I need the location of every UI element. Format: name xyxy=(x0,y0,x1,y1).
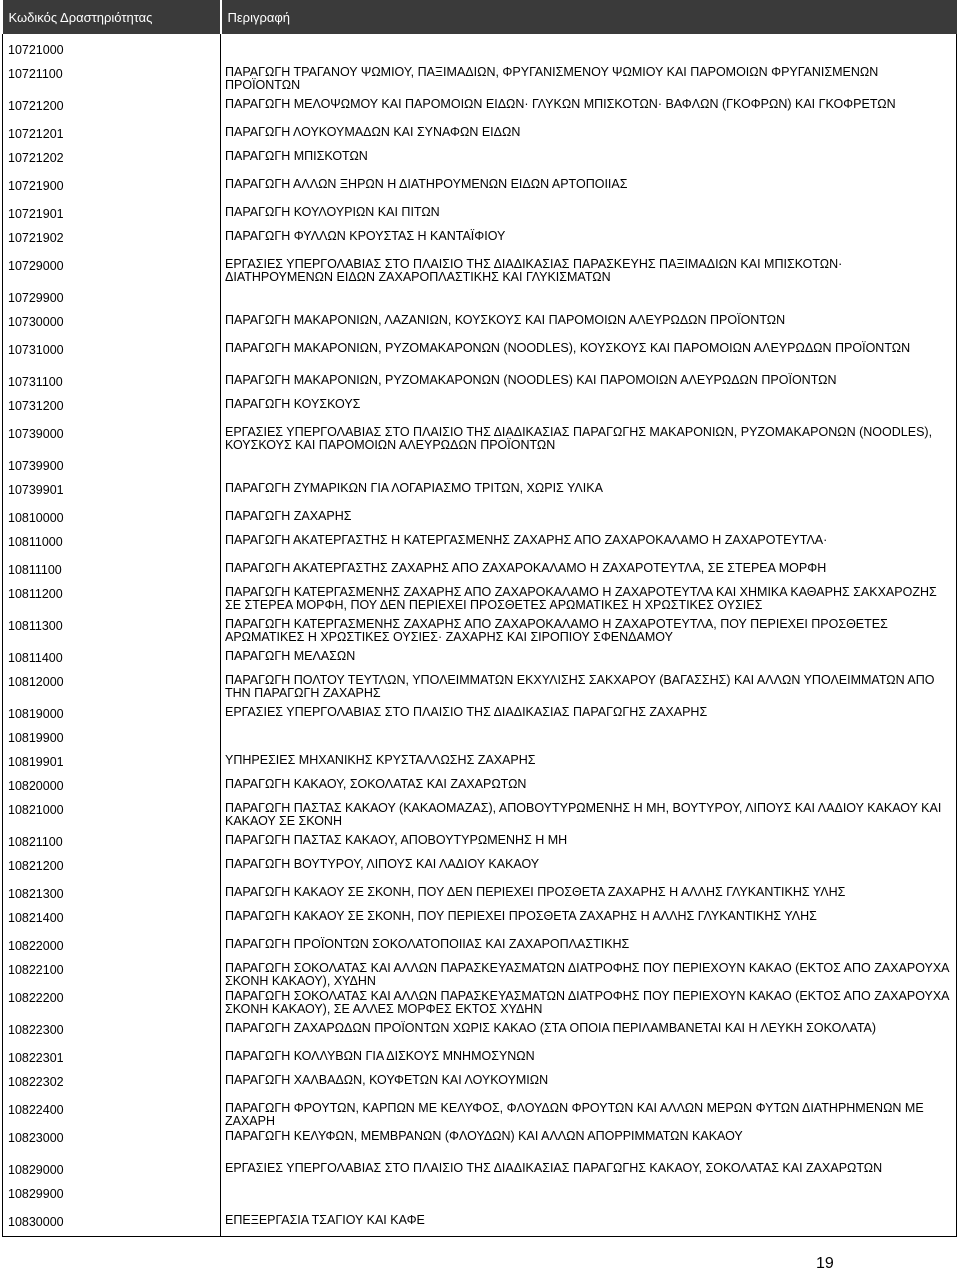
table-row xyxy=(3,176,957,204)
activity-description: ΠΑΡΑΓΩΓΗ ΦΥΛΛΩΝ ΚΡΟΥΣΤΑΣ Η ΚΑΝΤΑΪΦΙΟΥ xyxy=(221,228,957,256)
activity-description: ΕΠΕΞΕΡΓΑΣΙΑ ΤΣΑΓΙΟΥ ΚΑΙ ΚΑΦΕ xyxy=(221,1212,957,1237)
activity-description: ΠΑΡΑΓΩΓΗ ΤΡΑΓΑΝΟΥ ΨΩΜΙΟΥ, ΠΑΞΙΜΑΔΙΩΝ, ΦΡΥΓΑΝΙΣΜΕΝΟΥ ΨΩΜΙΟΥ ΚΑΙ ΠΑΡΟΜΟΙΩΝ ΦΡΥΓΑΝΙΣΜΕΝΩΝ ΠΡΟΪΟΝΤΩΝ xyxy=(221,64,957,96)
table-row xyxy=(3,40,957,64)
table-row xyxy=(3,340,957,372)
activity-description: ΠΑΡΑΓΩΓΗ ΑΚΑΤΕΡΓΑΣΤΗΣ ΖΑΧΑΡΗΣ ΑΠΟ ΖΑΧΑΡΟΚΑΛΑΜΟ Η ΖΑΧΑΡΟΤΕΥΤΛΑ, ΣΕ ΣΤΕΡΕΑ ΜΟΡΦΗ xyxy=(221,560,957,584)
table-body xyxy=(3,34,957,1237)
table-row xyxy=(3,584,957,616)
activity-description: ΕΡΓΑΣΙΕΣ ΥΠΕΡΓΟΛΑΒΙΑΣ ΣΤΟ ΠΛΑΙΣΙΟ ΤΗΣ ΔΙΑΔΙΚΑΣΙΑΣ ΠΑΡΑΣΚΕΥΗΣ ΠΑΞΙΜΑΔΙΩΝ ΚΑΙ ΜΠΙΣΚΟΤΩΝ· ΔΙΑΤΗΡΟΥΜΕΝΩΝ ΕΙΔΩΝ ΖΑΧΑΡΟΠΛΑΣΤΙΚΗΣ ΚΑΙ ΓΛΥΚΙΣΜΑΤΩΝ xyxy=(221,256,957,288)
activity-code: 10811200 xyxy=(3,584,221,616)
activity-code: 10721200 xyxy=(3,96,221,124)
activity-code: 10729900 xyxy=(3,288,221,312)
activity-description: ΠΑΡΑΓΩΓΗ ΒΟΥΤΥΡΟΥ, ΛΙΠΟΥΣ ΚΑΙ ΛΑΔΙΟΥ ΚΑΚΑΟΥ xyxy=(221,856,957,884)
page-number: 19 xyxy=(816,1255,834,1272)
activity-code: 10739900 xyxy=(3,456,221,480)
activity-code: 10822300 xyxy=(3,1020,221,1048)
activity-description: ΠΑΡΑΓΩΓΗ ΜΑΚΑΡΟΝΙΩΝ, ΡΥΖΟΜΑΚΑΡΟΝΩΝ (NOODLES) ΚΑΙ ΠΑΡΟΜΟΙΩΝ ΑΛΕΥΡΩΔΩΝ ΠΡΟΪΟΝΤΩΝ xyxy=(221,372,957,396)
activity-description: ΠΑΡΑΓΩΓΗ ΠΑΣΤΑΣ ΚΑΚΑΟΥ (ΚΑΚΑΟΜΑΖΑΣ), ΑΠΟΒΟΥΤΥΡΩΜΕΝΗΣ Η ΜΗ, ΒΟΥΤΥΡΟΥ, ΛΙΠΟΥΣ ΚΑΙ ΛΑΔΙΟΥ ΚΑΚΑΟΥ ΚΑΙ ΚΑΚΑΟΥ ΣΕ ΣΚΟΝΗ xyxy=(221,800,957,832)
table-row xyxy=(3,124,957,148)
activity-description: ΕΡΓΑΣΙΕΣ ΥΠΕΡΓΟΛΑΒΙΑΣ ΣΤΟ ΠΛΑΙΣΙΟ ΤΗΣ ΔΙΑΔΙΚΑΣΙΑΣ ΠΑΡΑΓΩΓΗΣ ΜΑΚΑΡΟΝΙΩΝ, ΡΥΖΟΜΑΚΑΡΟΝΩΝ (NOODLES), ΚΟΥΣΚΟΥΣ ΚΑΙ ΠΑΡΟΜΟΙΩΝ ΑΛΕΥΡΩΔΩΝ ΠΡΟΪΟΝΤΩΝ xyxy=(221,424,957,456)
activity-code: 10822301 xyxy=(3,1048,221,1072)
table-row xyxy=(3,532,957,560)
table-row xyxy=(3,616,957,648)
activity-code: 10721900 xyxy=(3,176,221,204)
table-row xyxy=(3,936,957,960)
table-row xyxy=(3,560,957,584)
table-row xyxy=(3,1212,957,1237)
table-row xyxy=(3,752,957,776)
activity-code: 10822100 xyxy=(3,960,221,988)
table-row xyxy=(3,988,957,1020)
table-row xyxy=(3,776,957,800)
table-row xyxy=(3,1160,957,1184)
column-header-code: Κωδικός Δραστηριότητας xyxy=(3,0,221,34)
activity-code: 10721100 xyxy=(3,64,221,96)
table-row xyxy=(3,456,957,480)
table-row xyxy=(3,96,957,124)
activity-description: ΠΑΡΑΓΩΓΗ ΜΠΙΣΚΟΤΩΝ xyxy=(221,148,957,176)
table-row xyxy=(3,1100,957,1128)
table-row xyxy=(3,704,957,728)
activity-description: ΠΑΡΑΓΩΓΗ ΦΡΟΥΤΩΝ, ΚΑΡΠΩΝ ΜΕ ΚΕΛΥΦΟΣ, ΦΛΟΥΔΩΝ ΦΡΟΥΤΩΝ ΚΑΙ ΑΛΛΩΝ ΜΕΡΩΝ ΦΥΤΩΝ ΔΙΑΤΗΡΗΜΕΝΩΝ ΜΕ ΖΑΧΑΡΗ xyxy=(221,1100,957,1128)
activity-code: 10721901 xyxy=(3,204,221,228)
activity-description: ΠΑΡΑΓΩΓΗ ΚΟΛΛΥΒΩΝ ΓΙΑ ΔΙΣΚΟΥΣ ΜΝΗΜΟΣΥΝΩΝ xyxy=(221,1048,957,1072)
activity-description xyxy=(221,288,957,312)
activity-code: 10721202 xyxy=(3,148,221,176)
table-row xyxy=(3,508,957,532)
activity-code: 10721902 xyxy=(3,228,221,256)
activity-code: 10731100 xyxy=(3,372,221,396)
activity-description xyxy=(221,728,957,752)
activity-description: ΥΠΗΡΕΣΙΕΣ ΜΗΧΑΝΙΚΗΣ ΚΡΥΣΤΑΛΛΩΣΗΣ ΖΑΧΑΡΗΣ xyxy=(221,752,957,776)
table-row xyxy=(3,64,957,96)
activity-description: ΠΑΡΑΓΩΓΗ ΠΡΟΪΟΝΤΩΝ ΣΟΚΟΛΑΤΟΠΟΙΙΑΣ ΚΑΙ ΖΑΧΑΡΟΠΛΑΣΤΙΚΗΣ xyxy=(221,936,957,960)
activity-code: 10729000 xyxy=(3,256,221,288)
table-row xyxy=(3,1020,957,1048)
table-row xyxy=(3,424,957,456)
activity-code: 10812000 xyxy=(3,672,221,704)
activity-description: ΠΑΡΑΓΩΓΗ ΚΑΚΑΟΥ, ΣΟΚΟΛΑΤΑΣ ΚΑΙ ΖΑΧΑΡΩΤΩΝ xyxy=(221,776,957,800)
activity-description: ΠΑΡΑΓΩΓΗ ΠΑΣΤΑΣ ΚΑΚΑΟΥ, ΑΠΟΒΟΥΤΥΡΩΜΕΝΗΣ Η ΜΗ xyxy=(221,832,957,856)
activity-code: 10821000 xyxy=(3,800,221,832)
table-row xyxy=(3,204,957,228)
activity-code: 10829000 xyxy=(3,1160,221,1184)
table-row xyxy=(3,856,957,884)
table-row xyxy=(3,800,957,832)
activity-description: ΕΡΓΑΣΙΕΣ ΥΠΕΡΓΟΛΑΒΙΑΣ ΣΤΟ ΠΛΑΙΣΙΟ ΤΗΣ ΔΙΑΔΙΚΑΣΙΑΣ ΠΑΡΑΓΩΓΗΣ ΖΑΧΑΡΗΣ xyxy=(221,704,957,728)
activity-code: 10822400 xyxy=(3,1100,221,1128)
activity-description: ΠΑΡΑΓΩΓΗ ΣΟΚΟΛΑΤΑΣ ΚΑΙ ΑΛΛΩΝ ΠΑΡΑΣΚΕΥΑΣΜΑΤΩΝ ΔΙΑΤΡΟΦΗΣ ΠΟΥ ΠΕΡΙΕΧΟΥΝ ΚΑΚΑΟ (ΕΚΤΟΣ ΑΠΟ ΖΑΧΑΡΟΥΧΑ ΣΚΟΝΗ ΚΑΚΑΟΥ), ΧΥΔΗΝ xyxy=(221,960,957,988)
column-header-description: Περιγραφή xyxy=(221,0,957,34)
activity-code: 10820000 xyxy=(3,776,221,800)
activity-description: ΠΑΡΑΓΩΓΗ ΚΑΤΕΡΓΑΣΜΕΝΗΣ ΖΑΧΑΡΗΣ ΑΠΟ ΖΑΧΑΡΟΚΑΛΑΜΟ Η ΖΑΧΑΡΟΤΕΥΤΛΑ, ΠΟΥ ΠΕΡΙΕΧΕΙ ΠΡΟΣΘΕΤΕΣ ΑΡΩΜΑΤΙΚΕΣ Η ΧΡΩΣΤΙΚΕΣ ΟΥΣΙΕΣ· ΖΑΧΑΡΗΣ ΚΑΙ ΣΙΡΟΠΙΟΥ ΣΦΕΝΔΑΜΟΥ xyxy=(221,616,957,648)
activity-description: ΠΑΡΑΓΩΓΗ ΚΑΤΕΡΓΑΣΜΕΝΗΣ ΖΑΧΑΡΗΣ ΑΠΟ ΖΑΧΑΡΟΚΑΛΑΜΟ Η ΖΑΧΑΡΟΤΕΥΤΛΑ ΚΑΙ ΧΗΜΙΚΑ ΚΑΘΑΡΗΣ ΣΑΚΧΑΡΟΖΗΣ ΣΕ ΣΤΕΡΕΑ ΜΟΡΦΗ, ΠΟΥ ΔΕΝ ΠΕΡΙΕΧΕΙ ΠΡΟΣΘΕΤΕΣ ΑΡΩΜΑΤΙΚΕΣ Η ΧΡΩΣΤΙΚΕΣ ΟΥΣΙΕΣ xyxy=(221,584,957,616)
activity-description: ΠΑΡΑΓΩΓΗ ΜΕΛΑΣΩΝ xyxy=(221,648,957,672)
activity-description xyxy=(221,1184,957,1212)
activity-description: ΠΑΡΑΓΩΓΗ ΛΟΥΚΟΥΜΑΔΩΝ ΚΑΙ ΣΥΝΑΦΩΝ ΕΙΔΩΝ xyxy=(221,124,957,148)
table-row xyxy=(3,312,957,340)
table-row xyxy=(3,148,957,176)
activity-code: 10822302 xyxy=(3,1072,221,1100)
activity-code: 10731200 xyxy=(3,396,221,424)
activity-description: ΠΑΡΑΓΩΓΗ ΧΑΛΒΑΔΩΝ, ΚΟΥΦΕΤΩΝ ΚΑΙ ΛΟΥΚΟΥΜΙΩΝ xyxy=(221,1072,957,1100)
activity-code: 10721000 xyxy=(3,40,221,64)
activity-description: ΠΑΡΑΓΩΓΗ ΣΟΚΟΛΑΤΑΣ ΚΑΙ ΑΛΛΩΝ ΠΑΡΑΣΚΕΥΑΣΜΑΤΩΝ ΔΙΑΤΡΟΦΗΣ ΠΟΥ ΠΕΡΙΕΧΟΥΝ ΚΑΚΑΟ (ΕΚΤΟΣ ΑΠΟ ΖΑΧΑΡΟΥΧΑ ΣΚΟΝΗ ΚΑΚΑΟΥ), ΣΕ ΑΛΛΕΣ ΜΟΡΦΕΣ ΕΚΤΟΣ ΧΥΔΗΝ xyxy=(221,988,957,1020)
activity-code: 10811000 xyxy=(3,532,221,560)
activity-code: 10822200 xyxy=(3,988,221,1020)
activity-description xyxy=(221,456,957,480)
table-row xyxy=(3,728,957,752)
activity-description: ΠΑΡΑΓΩΓΗ ΖΥΜΑΡΙΚΩΝ ΓΙΑ ΛΟΓΑΡΙΑΣΜΟ ΤΡΙΤΩΝ, ΧΩΡΙΣ ΥΛΙΚΑ xyxy=(221,480,957,508)
table-row xyxy=(3,480,957,508)
activity-code: 10739901 xyxy=(3,480,221,508)
activity-description: ΠΑΡΑΓΩΓΗ ΚΟΥΛΟΥΡΙΩΝ ΚΑΙ ΠΙΤΩΝ xyxy=(221,204,957,228)
activity-code: 10821100 xyxy=(3,832,221,856)
activity-description: ΠΑΡΑΓΩΓΗ ΑΚΑΤΕΡΓΑΣΤΗΣ Η ΚΑΤΕΡΓΑΣΜΕΝΗΣ ΖΑΧΑΡΗΣ ΑΠΟ ΖΑΧΑΡΟΚΑΛΑΜΟ Η ΖΑΧΑΡΟΤΕΥΤΛΑ· xyxy=(221,532,957,560)
activity-code: 10811100 xyxy=(3,560,221,584)
table-row xyxy=(3,372,957,396)
activity-code: 10731000 xyxy=(3,340,221,372)
activity-description: ΕΡΓΑΣΙΕΣ ΥΠΕΡΓΟΛΑΒΙΑΣ ΣΤΟ ΠΛΑΙΣΙΟ ΤΗΣ ΔΙΑΔΙΚΑΣΙΑΣ ΠΑΡΑΓΩΓΗΣ ΚΑΚΑΟΥ, ΣΟΚΟΛΑΤΑΣ ΚΑΙ ΖΑΧΑΡΩΤΩΝ xyxy=(221,1160,957,1184)
activity-description: ΠΑΡΑΓΩΓΗ ΖΑΧΑΡΩΔΩΝ ΠΡΟΪΟΝΤΩΝ ΧΩΡΙΣ ΚΑΚΑΟ (ΣΤΑ ΟΠΟΙΑ ΠΕΡΙΛΑΜΒΑΝΕΤΑΙ ΚΑΙ Η ΛΕΥΚΗ ΣΟΚΟΛΑΤΑ) xyxy=(221,1020,957,1048)
table-row xyxy=(3,672,957,704)
table-header-row xyxy=(3,0,957,34)
table-row xyxy=(3,1048,957,1072)
activity-code: 10821300 xyxy=(3,884,221,908)
activity-code: 10730000 xyxy=(3,312,221,340)
activity-description: ΠΑΡΑΓΩΓΗ ΚΑΚΑΟΥ ΣΕ ΣΚΟΝΗ, ΠΟΥ ΠΕΡΙΕΧΕΙ ΠΡΟΣΘΕΤΑ ΖΑΧΑΡΗΣ Η ΑΛΛΗΣ ΓΛΥΚΑΝΤΙΚΗΣ ΥΛΗΣ xyxy=(221,908,957,936)
activity-description xyxy=(221,40,957,64)
activity-code: 10819901 xyxy=(3,752,221,776)
table-row xyxy=(3,396,957,424)
activity-code: 10829900 xyxy=(3,1184,221,1212)
activity-code: 10821400 xyxy=(3,908,221,936)
activity-description: ΠΑΡΑΓΩΓΗ ΖΑΧΑΡΗΣ xyxy=(221,508,957,532)
table-row xyxy=(3,832,957,856)
activity-description: ΠΑΡΑΓΩΓΗ ΜΕΛΟΨΩΜΟΥ ΚΑΙ ΠΑΡΟΜΟΙΩΝ ΕΙΔΩΝ· ΓΛΥΚΩΝ ΜΠΙΣΚΟΤΩΝ· ΒΑΦΛΩΝ (ΓΚΟΦΡΩΝ) ΚΑΙ ΓΚΟΦΡΕΤΩΝ xyxy=(221,96,957,124)
activity-description: ΠΑΡΑΓΩΓΗ ΑΛΛΩΝ ΞΗΡΩΝ Η ΔΙΑΤΗΡΟΥΜΕΝΩΝ ΕΙΔΩΝ ΑΡΤΟΠΟΙΙΑΣ xyxy=(221,176,957,204)
activity-code: 10819900 xyxy=(3,728,221,752)
activity-code: 10830000 xyxy=(3,1212,221,1237)
activity-code: 10821200 xyxy=(3,856,221,884)
activity-codes-table xyxy=(2,0,957,1237)
table-row xyxy=(3,288,957,312)
activity-code: 10810000 xyxy=(3,508,221,532)
table-row xyxy=(3,1184,957,1212)
table-row xyxy=(3,256,957,288)
activity-description: ΠΑΡΑΓΩΓΗ ΚΑΚΑΟΥ ΣΕ ΣΚΟΝΗ, ΠΟΥ ΔΕΝ ΠΕΡΙΕΧΕΙ ΠΡΟΣΘΕΤΑ ΖΑΧΑΡΗΣ Η ΑΛΛΗΣ ΓΛΥΚΑΝΤΙΚΗΣ ΥΛΗΣ xyxy=(221,884,957,908)
table-row xyxy=(3,884,957,908)
table-row xyxy=(3,1128,957,1160)
activity-code: 10811400 xyxy=(3,648,221,672)
activity-description: ΠΑΡΑΓΩΓΗ ΚΟΥΣΚΟΥΣ xyxy=(221,396,957,424)
activity-description: ΠΑΡΑΓΩΓΗ ΜΑΚΑΡΟΝΙΩΝ, ΡΥΖΟΜΑΚΑΡΟΝΩΝ (NOODLES), ΚΟΥΣΚΟΥΣ ΚΑΙ ΠΑΡΟΜΟΙΩΝ ΑΛΕΥΡΩΔΩΝ ΠΡΟΪΟΝΤΩΝ xyxy=(221,340,957,372)
table-row xyxy=(3,1072,957,1100)
activity-description: ΠΑΡΑΓΩΓΗ ΚΕΛΥΦΩΝ, ΜΕΜΒΡΑΝΩΝ (ΦΛΟΥΔΩΝ) ΚΑΙ ΑΛΛΩΝ ΑΠΟΡΡΙΜΜΑΤΩΝ ΚΑΚΑΟΥ xyxy=(221,1128,957,1160)
activity-code: 10811300 xyxy=(3,616,221,648)
table-row xyxy=(3,960,957,988)
activity-code: 10739000 xyxy=(3,424,221,456)
table-row xyxy=(3,228,957,256)
activity-description: ΠΑΡΑΓΩΓΗ ΜΑΚΑΡΟΝΙΩΝ, ΛΑΖΑΝΙΩΝ, ΚΟΥΣΚΟΥΣ ΚΑΙ ΠΑΡΟΜΟΙΩΝ ΑΛΕΥΡΩΔΩΝ ΠΡΟΪΟΝΤΩΝ xyxy=(221,312,957,340)
activity-code: 10823000 xyxy=(3,1128,221,1160)
activity-code: 10822000 xyxy=(3,936,221,960)
activity-code: 10721201 xyxy=(3,124,221,148)
activity-description: ΠΑΡΑΓΩΓΗ ΠΟΛΤΟΥ ΤΕΥΤΛΩΝ, ΥΠΟΛΕΙΜΜΑΤΩΝ ΕΚΧΥΛΙΣΗΣ ΣΑΚΧΑΡΟΥ (ΒΑΓΑΣΣΗΣ) ΚΑΙ ΑΛΛΩΝ ΥΠΟΛΕΙΜΜΑΤΩΝ ΑΠΟ ΤΗΝ ΠΑΡΑΓΩΓΗ ΖΑΧΑΡΗΣ xyxy=(221,672,957,704)
table-row xyxy=(3,648,957,672)
activity-code: 10819000 xyxy=(3,704,221,728)
table-row xyxy=(3,908,957,936)
